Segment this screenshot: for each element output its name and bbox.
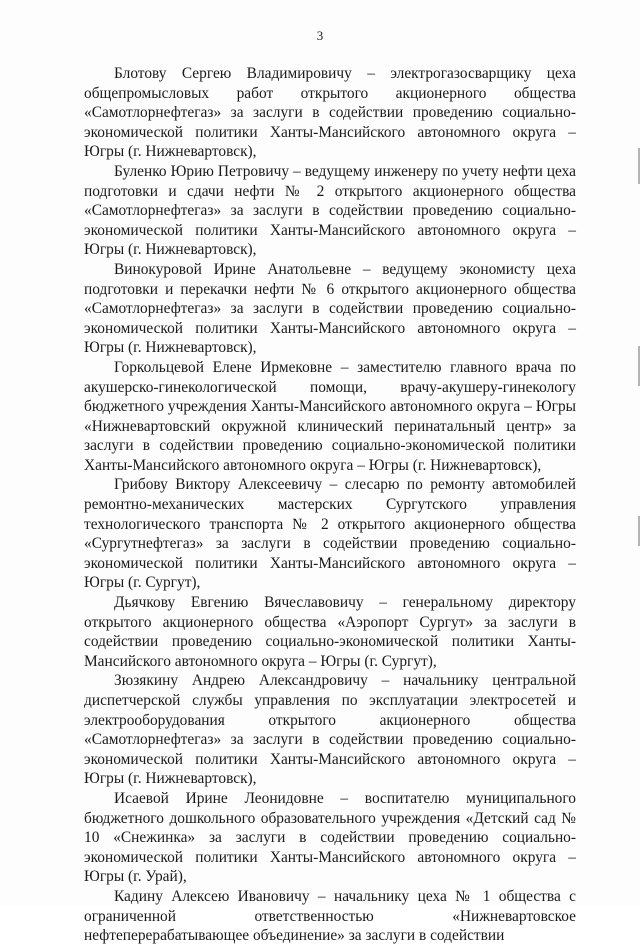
award-paragraph-blotov: Блотову Сергею Владимировичу – электрогазосварщику цеха общепромысловых работ открытого акционерного общества «Самотлорнефтегаз» за заслуги в содействии проведению социально-экономической политики Ханты-Мансийского автономного округа – Югры (г. Нижневартовск), bbox=[84, 65, 576, 161]
award-paragraph-zyuzyakin: Зюзякину Андрею Александровичу – начальнику центральной диспетчерской службы управления по эксплуатации электросетей и электрооборудования открытого акционерного общества «Самотлорнефтегаз» за заслуги в содействии проведению социально-экономической политики Ханты-Мансийского автономного округа – Югры (г. Нижневартовск), bbox=[84, 672, 576, 788]
award-paragraph-gorkoltseva: Горкольцевой Елене Ирмековне – заместителю главного врача по акушерско-гинекологической помощи, врачу-акушеру-гинекологу бюджетного учреждения Ханты-Мансийского автономного округа – Югры «Нижневартовский окружной клинический перинатальный центр» за заслуги в содействии проведению социально-экономической политики Ханты-Мансийского автономного округа – Югры (г. Нижневартовск), bbox=[84, 358, 576, 474]
award-paragraph-gribov: Грибову Виктору Алексеевичу – слесарю по ремонту автомобилей ремонтно-механических мастерских Сургутского управления технологического транспорта № 2 открытого акционерного общества «Сургутнефтегаз» за заслуги в содействии проведению социально-экономической политики Ханты-Мансийского автономного округа – Югры (г. Сургут), bbox=[84, 476, 576, 592]
award-paragraph-isaeva: Исаевой Ирине Леонидовне – воспитателю муниципального бюджетного дошкольного образовательного учреждения «Детский сад № 10 «Снежинка» за заслуги в содействии проведению социально-экономической политики Ханты-Мансийского автономного округа – Югры (г. Урай), bbox=[84, 789, 576, 886]
award-paragraph-vinokurova: Винокуровой Ирине Анатольевне – ведущему экономисту цеха подготовки и перекачки нефти № 6 открытого акционерного общества «Самотлорнефтегаз» за заслуги в содействии проведению социально-экономической политики Ханты-Мансийского автономного округа – Югры (г. Нижневартовск), bbox=[84, 260, 576, 357]
award-list bbox=[84, 64, 576, 946]
award-paragraph-dyachkov: Дьячкову Евгению Вячеславовичу – генеральному директору открытого акционерного общества «Аэропорт Сургут» за заслуги в содействии проведению социально-экономической политики Ханты-Мансийского автономного округа – Югры (г. Сургут), bbox=[84, 594, 576, 670]
award-paragraph-kadin: Кадину Алексею Ивановичу – начальнику цеха № 1 общества с ограниченной ответственностью «Нижневартовское нефтеперерабатывающее объединение» за заслуги в содействии bbox=[84, 887, 576, 945]
page-number: 3 bbox=[316, 28, 324, 43]
award-paragraph-bulenko: Буленко Юрию Петровичу – ведущему инженеру по учету нефти цеха подготовки и сдачи нефти № 2 открытого акционерного общества «Самотлорнефтегаз» за заслуги в содействии проведению социально-экономической политики Ханты-Мансийского автономного округа – Югры (г. Нижневартовск), bbox=[84, 162, 576, 259]
